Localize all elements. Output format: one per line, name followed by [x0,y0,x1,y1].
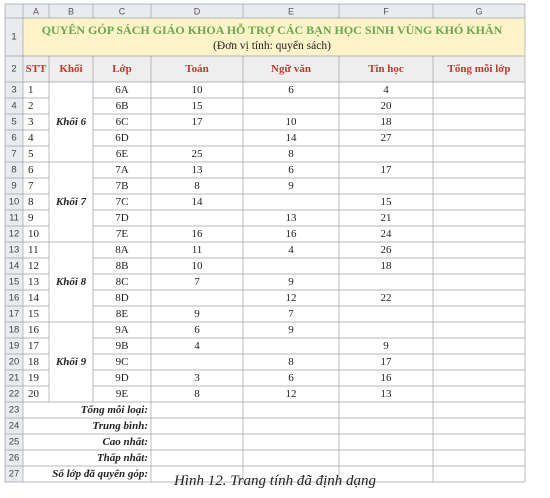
toan-cell: 4 [194,340,200,352]
toan-cell: 17 [191,116,203,128]
nguvan-cell: 6 [288,164,294,176]
class-cell: 6A [115,84,129,96]
column-header-bar [5,4,525,18]
class-cell: 6C [115,116,129,128]
tinhoc-cell: 4 [383,84,389,96]
class-cell: 8B [115,260,129,272]
stt-cell: 14 [28,292,39,304]
class-cell: 8E [115,308,129,320]
row-number: 27 [8,468,20,480]
stt-cell: 10 [28,228,39,240]
figure-caption: Hình 12. Trang tính đã định dạng [173,473,377,489]
nguvan-cell: 14 [285,132,297,144]
class-cell: 9A [115,324,129,336]
toan-cell: 3 [194,372,200,384]
row-number: 2 [11,63,17,75]
stt-cell: 13 [28,276,39,288]
header-cell: STT [25,63,47,75]
summary-label: Thấp nhất: [96,452,148,464]
row-number: 7 [11,148,17,160]
grade-group-label: Khối 7 [55,196,87,208]
stt-cell: 17 [28,340,39,352]
column-letter-g: G [475,6,483,17]
toan-cell: 16 [191,228,203,240]
row-number: 12 [8,228,20,240]
column-letter-b: B [67,6,75,17]
stt-cell: 6 [28,164,34,176]
toan-cell: 6 [194,324,200,336]
class-cell: 7B [115,180,129,192]
stt-cell: 12 [28,260,39,272]
sheet-title: QUYÊN GÓP SÁCH GIÁO KHOA HỖ TRỢ CÁC BẠN HỌC SINH VÙNG KHÓ KHĂN [41,23,503,37]
row-number: 5 [11,116,17,128]
nguvan-cell: 12 [285,388,297,400]
class-cell: 9B [115,340,129,352]
class-cell: 6B [115,100,129,112]
row-number: 16 [8,292,20,304]
stt-cell: 20 [28,388,39,400]
spreadsheet [5,4,545,480]
row-number: 3 [11,84,17,96]
tinhoc-cell: 9 [383,340,389,352]
header-cell: Tin học [368,63,404,75]
header-cell: Ngữ văn [271,63,311,75]
tinhoc-cell: 21 [380,212,392,224]
tinhoc-cell: 16 [380,372,392,384]
class-cell: 8C [115,276,129,288]
stt-cell: 5 [28,148,34,160]
toan-cell: 10 [191,260,203,272]
nguvan-cell: 9 [288,276,294,288]
tinhoc-cell: 18 [380,116,392,128]
summary-label: Trung bình: [92,420,148,432]
row-number: 15 [8,276,20,288]
row-number: 24 [8,420,20,432]
class-cell: 9C [115,356,129,368]
tinhoc-cell: 27 [380,132,392,144]
grade-group-label: Khối 6 [55,116,87,128]
tinhoc-cell: 24 [380,228,392,240]
nguvan-cell: 8 [288,148,294,160]
column-letter-e: E [287,6,295,17]
toan-cell: 7 [194,276,200,288]
header-cell: Tổng mỗi lớp [447,63,511,75]
class-cell: 6E [115,148,129,160]
stt-cell: 2 [28,100,34,112]
row-number: 13 [8,244,20,256]
row-number: 19 [8,340,20,352]
stt-cell: 19 [28,372,39,384]
stt-cell: 7 [28,180,34,192]
nguvan-cell: 13 [285,212,297,224]
row-number: 1 [11,31,17,43]
stt-cell: 16 [28,324,39,336]
row-number: 18 [8,324,20,336]
stt-cell: 1 [28,84,34,96]
grade-group-label: Khối 8 [55,276,87,288]
tinhoc-cell: 13 [380,388,392,400]
row-number: 10 [8,196,20,208]
row-number: 22 [8,388,20,400]
toan-cell: 15 [191,100,203,112]
toan-cell: 13 [191,164,203,176]
row-number: 20 [8,356,20,368]
toan-cell: 14 [191,196,203,208]
row-number: 14 [8,260,20,272]
tinhoc-cell: 20 [380,100,392,112]
nguvan-cell: 6 [288,372,294,384]
row-number: 9 [11,180,17,192]
nguvan-cell: 8 [288,356,294,368]
toan-cell: 8 [194,388,200,400]
tinhoc-cell: 17 [380,356,392,368]
class-cell: 9D [115,372,129,384]
class-cell: 7C [115,196,129,208]
toan-cell: 11 [191,244,203,256]
column-letter-f: F [383,6,389,17]
stt-cell: 18 [28,356,39,368]
header-cell: Toán [185,63,209,75]
grade-group-label: Khối 9 [55,356,87,368]
header-cell: Lớp [112,63,132,75]
nguvan-cell: 4 [288,244,294,256]
stt-cell: 3 [28,116,34,128]
tinhoc-cell: 26 [380,244,392,256]
row-number: 6 [11,132,17,144]
row-number: 21 [8,372,20,384]
class-cell: 7E [115,228,129,240]
column-letter-a: A [32,6,40,17]
class-cell: 6D [115,132,129,144]
class-cell: 7D [115,212,129,224]
row-number: 23 [8,404,20,416]
class-cell: 9E [115,388,129,400]
row-number: 26 [8,452,20,464]
toan-cell: 25 [191,148,203,160]
row-number: 4 [11,100,17,112]
tinhoc-cell: 17 [380,164,392,176]
tinhoc-cell: 15 [380,196,392,208]
summary-label: Cao nhất: [102,436,148,448]
summary-label: Tổng mỗi loại: [80,404,148,416]
row-number: 25 [8,436,20,448]
tinhoc-cell: 22 [380,292,392,304]
stt-cell: 8 [28,196,34,208]
summary-label: Số lớp đã quyên góp: [52,468,148,480]
stt-cell: 4 [28,132,34,144]
row-number: 17 [8,308,20,320]
toan-cell: 10 [191,84,203,96]
class-cell: 8A [115,244,129,256]
stt-cell: 15 [28,308,39,320]
nguvan-cell: 10 [285,116,297,128]
nguvan-cell: 16 [285,228,297,240]
nguvan-cell: 12 [285,292,297,304]
stt-cell: 11 [28,244,39,256]
nguvan-cell: 9 [288,180,294,192]
unit-note: (Đơn vị tính: quyển sách) [213,40,331,52]
row-number: 11 [9,212,19,224]
column-letter-c: C [118,6,126,17]
nguvan-cell: 6 [288,84,294,96]
column-letter-d: D [193,6,201,17]
tinhoc-cell: 18 [380,260,392,272]
nguvan-cell: 9 [288,324,294,336]
class-cell: 8D [115,292,129,304]
toan-cell: 8 [194,180,200,192]
class-cell: 7A [115,164,129,176]
header-cell: Khối [59,63,83,75]
nguvan-cell: 7 [288,308,294,320]
stt-cell: 9 [28,212,34,224]
row-number: 8 [11,164,17,176]
toan-cell: 9 [194,308,200,320]
